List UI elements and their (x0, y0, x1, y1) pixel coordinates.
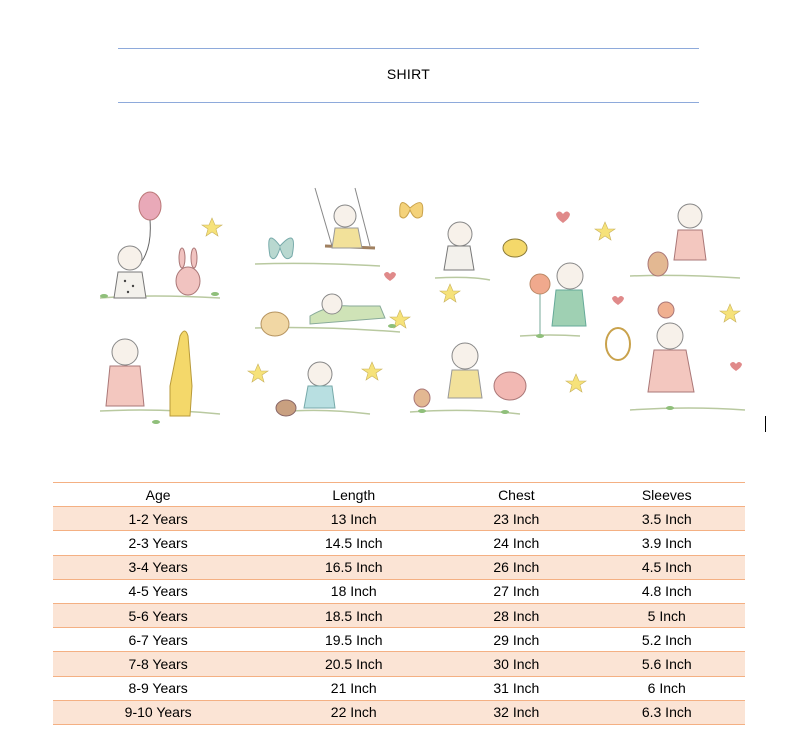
table-row (53, 628, 745, 652)
cell-age: 1-2 Years (53, 507, 263, 531)
cell-chest: 31 Inch (444, 676, 588, 700)
cell-sleeves: 5 Inch (588, 603, 745, 627)
cell-chest: 26 Inch (444, 555, 588, 579)
cell-length: 18 Inch (263, 579, 444, 603)
table-row (53, 603, 745, 627)
cell-chest: 23 Inch (444, 507, 588, 531)
cell-length: 21 Inch (263, 676, 444, 700)
cell-age: 9-10 Years (53, 700, 263, 724)
cell-length: 13 Inch (263, 507, 444, 531)
header-chest: Chest (444, 483, 588, 507)
table-row (53, 507, 745, 531)
title-rule-bottom (118, 102, 699, 103)
cell-length: 18.5 Inch (263, 603, 444, 627)
cell-chest: 24 Inch (444, 531, 588, 555)
cell-age: 6-7 Years (53, 628, 263, 652)
cell-chest: 29 Inch (444, 628, 588, 652)
table-row (53, 676, 745, 700)
table-row (53, 700, 745, 724)
table-row (53, 555, 745, 579)
cell-sleeves: 3.5 Inch (588, 507, 745, 531)
cell-chest: 32 Inch (444, 700, 588, 724)
cell-sleeves: 4.8 Inch (588, 579, 745, 603)
cell-age: 5-6 Years (53, 603, 263, 627)
cell-chest: 28 Inch (444, 603, 588, 627)
cell-sleeves: 6.3 Inch (588, 700, 745, 724)
title-rule-top (118, 48, 699, 49)
table-row (53, 652, 745, 676)
cell-sleeves: 4.5 Inch (588, 555, 745, 579)
cell-length: 14.5 Inch (263, 531, 444, 555)
cell-age: 3-4 Years (53, 555, 263, 579)
cell-sleeves: 3.9 Inch (588, 531, 745, 555)
text-cursor (765, 416, 766, 432)
cell-length: 20.5 Inch (263, 652, 444, 676)
cell-age: 7-8 Years (53, 652, 263, 676)
cell-chest: 30 Inch (444, 652, 588, 676)
page-title: SHIRT (386, 66, 431, 82)
cell-sleeves: 6 Inch (588, 676, 745, 700)
cell-age: 2-3 Years (53, 531, 263, 555)
cell-age: 4-5 Years (53, 579, 263, 603)
cell-sleeves: 5.2 Inch (588, 628, 745, 652)
children-playing-illustration (70, 186, 750, 434)
cell-length: 16.5 Inch (263, 555, 444, 579)
table-row (53, 531, 745, 555)
cell-sleeves: 5.6 Inch (588, 652, 745, 676)
table-row (53, 579, 745, 603)
cell-chest: 27 Inch (444, 579, 588, 603)
table-header-row (53, 483, 745, 507)
header-age: Age (53, 483, 263, 507)
header-sleeves: Sleeves (588, 483, 745, 507)
header-length: Length (263, 483, 444, 507)
cell-length: 22 Inch (263, 700, 444, 724)
cell-length: 19.5 Inch (263, 628, 444, 652)
size-chart-table (53, 482, 745, 725)
cell-age: 8-9 Years (53, 676, 263, 700)
